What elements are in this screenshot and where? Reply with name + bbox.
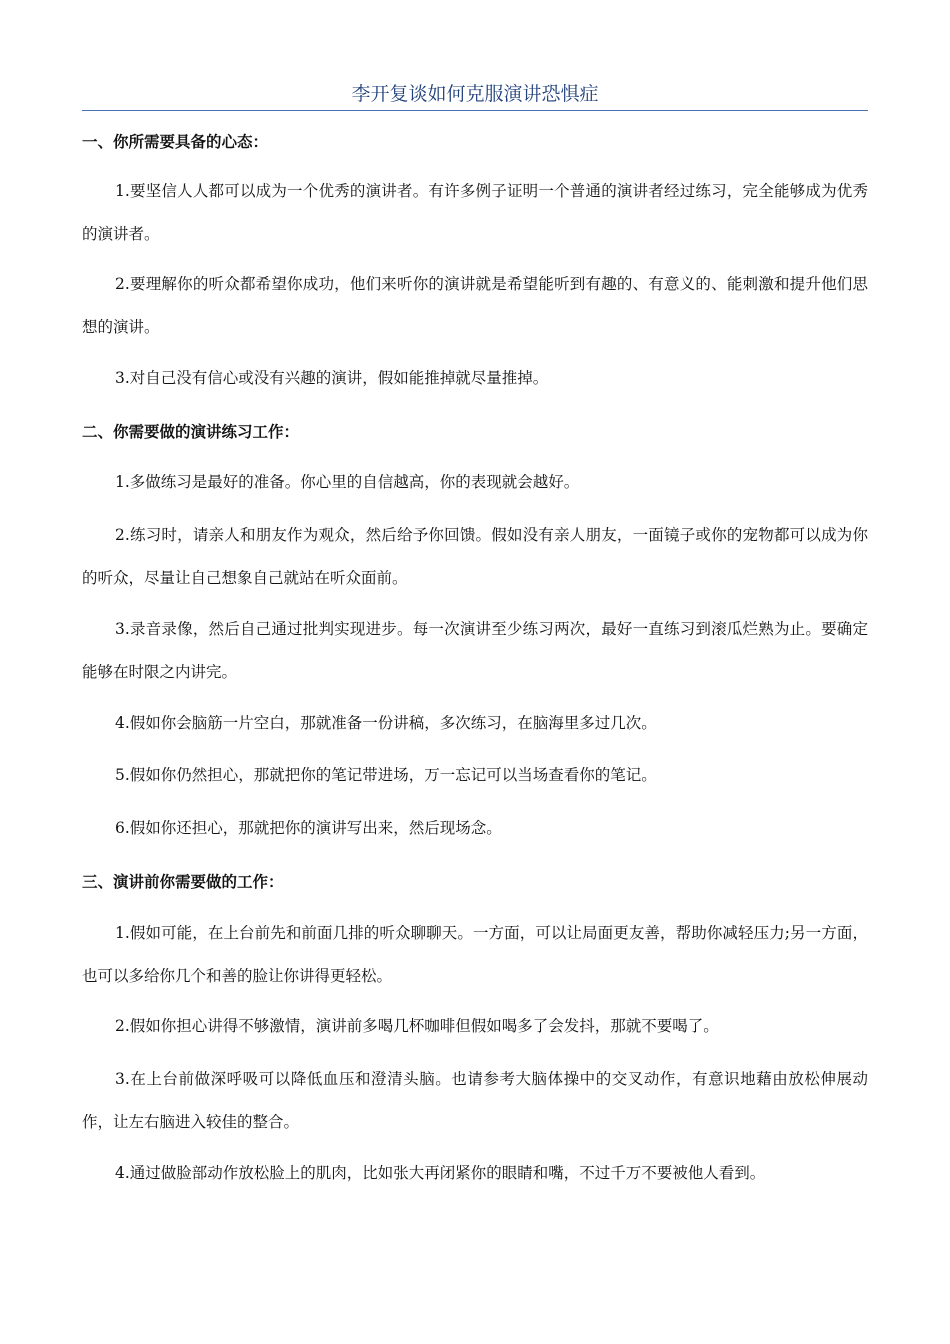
section-3-item-3: 3.在上台前做深呼吸可以降低血压和澄清头脑。也请参考大脑体操中的交叉动作，有意识地藉由放松伸展动作，让左右脑进入较佳的整合。 — [82, 1070, 868, 1131]
section-3-item-4: 4.通过做脸部动作放松脸上的肌肉，比如张大再闭紧你的眼睛和嘴，不过千万不要被他人看到。 — [115, 1164, 766, 1182]
document-title: 李开复谈如何克服演讲恐惧症 — [351, 83, 599, 105]
section-2-item-3: 3.录音录像，然后自己通过批判实现进步。每一次演讲至少练习两次，最好一直练习到滚瓜烂熟为止。要确定能够在时限之内讲完。 — [82, 620, 868, 681]
section-1-item-2: 2.要理解你的听众都希望你成功，他们来听你的演讲就是希望能听到有趣的、有意义的、能刺激和提升他们思想的演讲。 — [82, 275, 868, 336]
section-2-item-1: 1.多做练习是最好的准备。你心里的自信越高，你的表现就会越好。 — [115, 473, 580, 491]
section-1-item-1: 1.要坚信人人都可以成为一个优秀的演讲者。有许多例子证明一个普通的演讲者经过练习，完全能够成为优秀的演讲者。 — [82, 182, 868, 243]
section-heading-1: 一、你所需要具备的心态： — [82, 133, 269, 151]
section-2-item-4: 4.假如你会脑筋一片空白，那就准备一份讲稿，多次练习，在脑海里多过几次。 — [115, 714, 657, 732]
section-1-item-3: 3.对自己没有信心或没有兴趣的演讲，假如能推掉就尽量推掉。 — [115, 369, 549, 387]
section-2-item-5: 5.假如你仍然担心，那就把你的笔记带进场，万一忘记可以当场查看你的笔记。 — [115, 766, 657, 784]
section-2-item-6: 6.假如你还担心，那就把你的演讲写出来，然后现场念。 — [115, 819, 502, 837]
section-heading-2: 二、你需要做的演讲练习工作： — [82, 423, 300, 441]
section-2-item-2: 2.练习时，请亲人和朋友作为观众，然后给予你回馈。假如没有亲人朋友，一面镜子或你的宠物都可以成为你的听众，尽量让自己想象自己就站在听众面前。 — [82, 526, 868, 587]
section-3-item-2: 2.假如你担心讲得不够激情，演讲前多喝几杯咖啡但假如喝多了会发抖，那就不要喝了。 — [115, 1017, 719, 1035]
section-3-item-1: 1.假如可能，在上台前先和前面几排的听众聊聊天。一方面，可以让局面更友善，帮助你减轻压力;另一方面，也可以多给你几个和善的脸让你讲得更轻松。 — [82, 924, 868, 985]
section-heading-3: 三、演讲前你需要做的工作： — [82, 873, 284, 891]
title-underline — [82, 110, 868, 111]
